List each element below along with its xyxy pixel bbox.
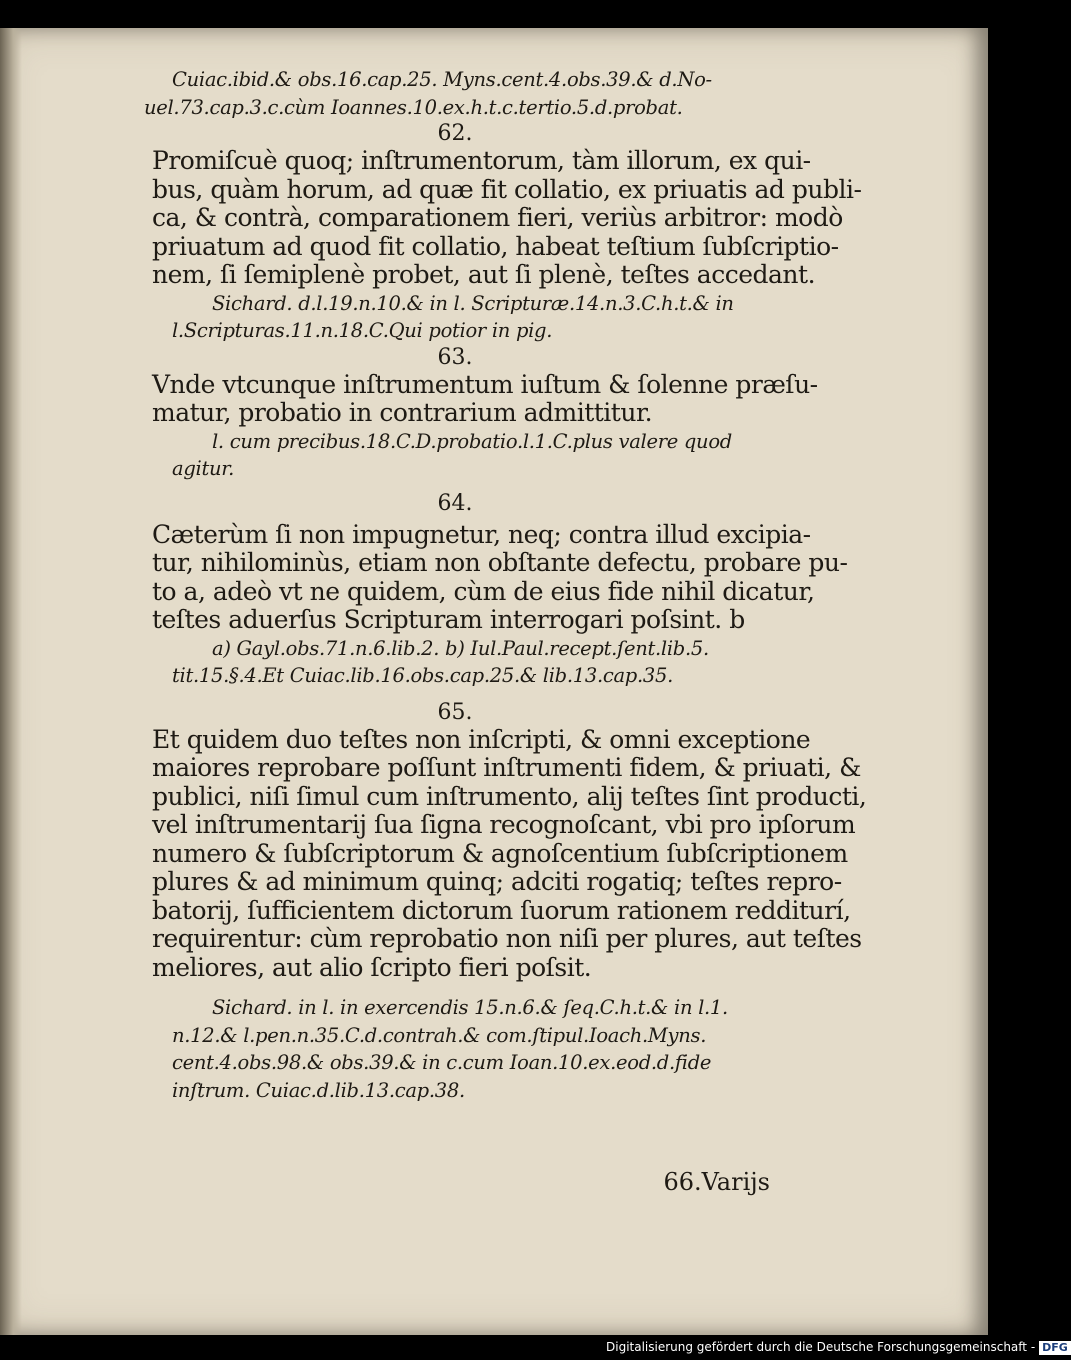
text-line: Cuiac.ibid.& obs.16.cap.25. Myns.cent.4.obs.39.& d.No- (172, 68, 712, 91)
text-line: vel inſtrumentarij ſua ſigna recognoſcant, vbi pro ipſorum (152, 810, 856, 839)
text-line: publici, niſi ſimul cum inſtrumento, alij teſtes ſint producti, (152, 781, 867, 811)
text-line: matur, probatio in contrarium admittitur. (152, 398, 653, 427)
paragraph (120, 146, 862, 290)
text-line: l. cum precibus.18.C.D.probatio.l.1.C.plus valere quod (212, 429, 732, 453)
text-line: uel.73.cap.3.c.cùm Ioannes.10.ex.h.t.c.tertio.5.d.probat. (144, 95, 683, 119)
text-line: Sichard. d.l.19.n.10.& in l. Scripturæ.14.n.3.C.h.t.& in (212, 291, 734, 315)
text-line: l.Scripturas.11.n.18.C.Qui potior in pig. (172, 319, 553, 342)
text-line: a) Gayl.obs.71.n.6.lib.2. b) Iul.Paul.recept.ſent.lib.5. (212, 636, 709, 660)
catchword: 66.Varijs (663, 1168, 770, 1196)
text-line: meliores, aut alio ſcripto fieri poſsit. (152, 952, 592, 982)
page-gutter (0, 28, 22, 1335)
citation-block (120, 290, 790, 345)
citation-block (120, 428, 790, 483)
section-number: 65. (437, 699, 473, 725)
text-line: ca, & contrà, comparationem fieri, veriùs arbitror: modò (152, 203, 843, 232)
text-line: Cæterùm ſi non impugnetur, neq; contra illud excipia- (152, 519, 811, 549)
text-line: teſtes aduerſus Scripturam interrogari poſsint. b (152, 605, 745, 634)
text-line: tit.15.§.4.Et Cuiac.lib.16.obs.cap.25.& lib.13.cap.35. (172, 664, 673, 687)
paragraph (120, 369, 818, 428)
citation-block (120, 994, 790, 1104)
citation-block (120, 66, 790, 121)
text-line: plures & ad minimum quinq; adciti rogatiq; teſtes repro- (152, 867, 842, 896)
section-number: 62. (437, 121, 473, 146)
text-line: nem, ſi ſemiplenè probet, aut ſi plenè, teſtes accedant. (152, 260, 816, 289)
text-line: to a, adeò vt ne quidem, cùm de eius fide nihil dicatur, (152, 576, 815, 606)
page-text (120, 66, 867, 1104)
text-line: priuatum ad quod fit collatio, habeat teſtium ſubſcriptio- (152, 231, 839, 261)
text-line: cent.4.obs.98.& obs.39.& in c.cum Ioan.10.ex.eod.d.fide (172, 1051, 712, 1074)
text-line: inſtrum. Cuiac.d.lib.13.cap.38. (172, 1078, 465, 1102)
section-number: 64. (437, 490, 473, 516)
text-line: tur, nihilominùs, etiam non obſtante defectu, probare pu- (152, 548, 848, 577)
text-line: requirentur: cùm reprobatio non niſi per plures, aut teſtes (152, 924, 862, 953)
text-line: agitur. (172, 457, 235, 480)
text-line: Et quidem duo teſtes non inſcripti, & omni exceptione (152, 724, 811, 754)
book-page (0, 28, 988, 1335)
text-line: numero & ſubſcriptorum & agnoſcentium ſubſcriptionem (152, 838, 848, 868)
text-line: batorij, ſufficientem dictorum ſuorum rationem redditurí, (152, 895, 851, 925)
text-line: Vnde vtcunque inſtrumentum iuſtum & ſolenne præſu- (152, 369, 818, 399)
paragraph (120, 724, 867, 983)
text-line: n.12.& l.pen.n.35.C.d.contrah.& com.ſtipul.Ioach.Myns. (172, 1023, 707, 1047)
credit-text: Digitalisierung gefördert durch die Deutsche Forschungsgemeinschaft - (606, 1340, 1036, 1354)
paragraph (120, 519, 848, 635)
digitization-credit (606, 1340, 1071, 1355)
text-line: maiores reprobare poſſunt inſtrumenti fidem, & priuati, & (152, 753, 861, 782)
citation-block (120, 635, 790, 690)
text-line: Sichard. in l. in exercendis 15.n.6.& ſeq.C.h.t.& in l.1. (212, 996, 728, 1019)
dfg-logo: DFG (1039, 1341, 1071, 1355)
section-number: 63. (437, 344, 473, 370)
text-line: bus, quàm horum, ad quæ fit collatio, ex priuatis ad publi- (152, 174, 862, 204)
text-line: Promiſcuè quoq; inſtrumentorum, tàm illorum, ex qui- (152, 146, 811, 175)
